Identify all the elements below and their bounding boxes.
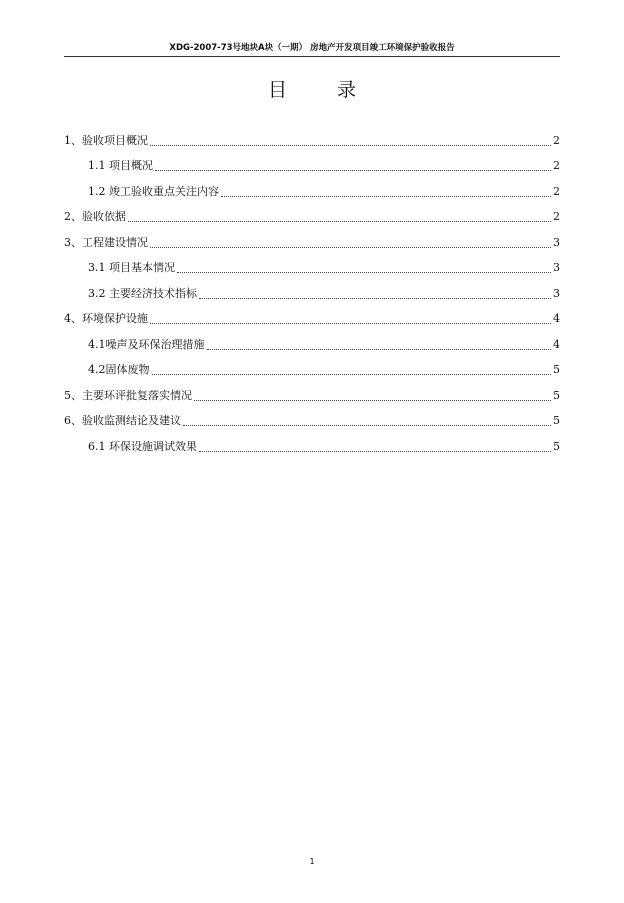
toc-entry-page: 3 — [553, 286, 560, 300]
toc-dot-leader — [150, 144, 551, 146]
toc-dot-leader — [199, 297, 551, 299]
toc-entry-1[interactable] — [64, 128, 560, 154]
toc-entry-page: 3 — [553, 235, 560, 249]
toc-entry-page: 5 — [553, 388, 560, 402]
toc-entry-page: 2 — [553, 133, 560, 147]
page-number: 1 — [309, 857, 315, 866]
table-of-contents — [64, 128, 560, 460]
toc-entry-4-2[interactable] — [64, 358, 560, 384]
toc-entry-1-2[interactable] — [64, 179, 560, 205]
toc-entry-label: 1、验收项目概况 — [64, 133, 148, 147]
toc-entry-5[interactable] — [64, 383, 560, 409]
toc-entry-page: 2 — [553, 159, 560, 173]
toc-title: 目 录 — [267, 79, 379, 101]
toc-entry-label: 6.1 环保设施调试效果 — [88, 439, 197, 453]
toc-entry-page: 3 — [553, 261, 560, 275]
toc-entry-2[interactable] — [64, 205, 560, 231]
toc-entry-label: 3.2 主要经济技术指标 — [88, 286, 197, 300]
running-header: XDG-2007-73号地块A块（一期） 房地产开发项目竣工环境保护验收报告 — [64, 40, 560, 57]
toc-dot-leader — [150, 246, 551, 248]
toc-dot-leader — [128, 220, 551, 222]
toc-entry-label: 2、验收依据 — [64, 210, 126, 224]
toc-entry-3-1[interactable] — [64, 256, 560, 282]
toc-dot-leader — [150, 322, 551, 324]
toc-entry-page: 4 — [553, 337, 560, 351]
toc-entry-label: 1.1 项目概况 — [88, 159, 153, 173]
toc-dot-leader — [199, 450, 551, 452]
toc-entry-label: 3.1 项目基本情况 — [88, 261, 175, 275]
toc-dot-leader — [221, 195, 551, 197]
toc-entry-label: 3、工程建设情况 — [64, 235, 148, 249]
toc-entry-label: 4.2固体废物 — [88, 363, 150, 377]
toc-dot-leader — [152, 373, 552, 375]
toc-entry-3-2[interactable] — [64, 281, 560, 307]
toc-entry-page: 4 — [553, 312, 560, 326]
toc-entry-page: 5 — [553, 439, 560, 453]
toc-entry-3[interactable] — [64, 230, 560, 256]
toc-entry-6-1[interactable] — [64, 434, 560, 460]
toc-entry-4[interactable] — [64, 307, 560, 333]
toc-entry-label: 4.1噪声及环保治理措施 — [88, 337, 205, 351]
toc-dot-leader — [155, 169, 551, 171]
toc-dot-leader — [207, 348, 552, 350]
toc-entry-1-1[interactable] — [64, 154, 560, 180]
toc-dot-leader — [194, 399, 551, 401]
toc-dot-leader — [177, 271, 551, 273]
toc-entry-page: 5 — [553, 414, 560, 428]
toc-entry-label: 4、环境保护设施 — [64, 312, 148, 326]
toc-entry-page: 5 — [553, 363, 560, 377]
toc-dot-leader — [183, 424, 551, 426]
toc-entry-label: 5、主要环评批复落实情况 — [64, 388, 192, 402]
toc-entry-label: 6、验收监测结论及建议 — [64, 414, 181, 428]
toc-entry-6[interactable] — [64, 409, 560, 435]
toc-entry-page: 2 — [553, 184, 560, 198]
toc-entry-4-1[interactable] — [64, 332, 560, 358]
toc-entry-label: 1.2 竣工验收重点关注内容 — [88, 184, 219, 198]
toc-entry-page: 2 — [553, 210, 560, 224]
